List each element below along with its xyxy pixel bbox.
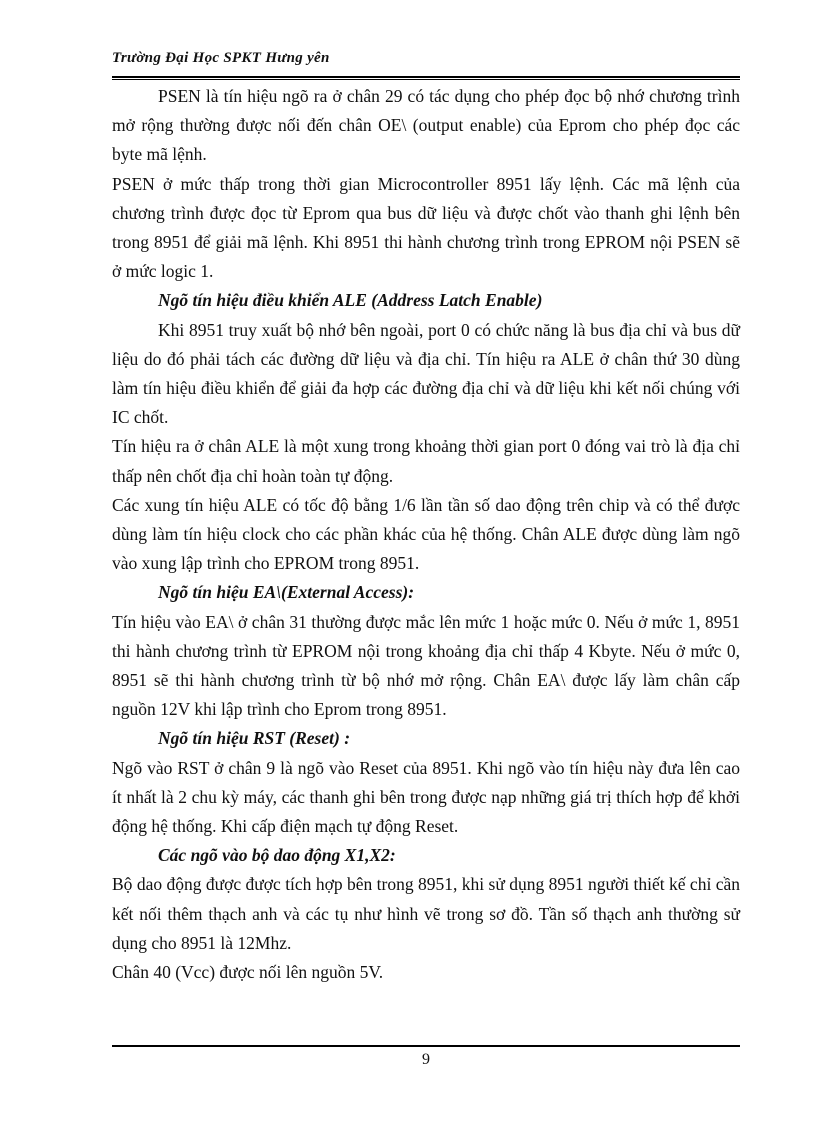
page-body — [112, 82, 740, 987]
paragraph-vcc: Chân 40 (Vcc) được nối lên nguồn 5V. — [112, 962, 384, 983]
running-header: Trường Đại Học SPKT Hưng yên — [112, 50, 330, 66]
paragraph-oscillator: Bộ dao động được được tích hợp bên trong 8951, khi sử dụng 8951 người thiết kế chỉ cần kết nối thêm thạch anh và các tụ như hình vẽ trong sơ đồ. Tần số thạch anh thường sử dụng cho 8951 là 12Mhz. — [112, 874, 740, 953]
paragraph-ea: Tín hiệu vào EA\ ở chân 31 thường được mắc lên mức 1 hoặc mức 0. Nếu ở mức 1, 8951 thi hành chương trình từ EPROM nội trong khoảng địa chỉ thấp 4 Kbyte. Nếu ở mức 0, 8951 sẽ thi hành chương trình từ bộ nhớ mở rộng. Chân EA\ được lấy làm chân cấp nguồn 12V khi lập trình cho Eprom trong 8951. — [112, 611, 740, 720]
paragraph-psen-low: PSEN ở mức thấp trong thời gian Microcontroller 8951 lấy lệnh. Các mã lệnh của chương trình được đọc từ Eprom qua bus dữ liệu và được chốt vào thanh ghi lệnh bên trong 8951 để giải mã lệnh. Khi 8951 thi hành chương trình trong EPROM nội PSEN sẽ ở mức logic 1. — [112, 173, 740, 282]
paragraph-rst: Ngõ vào RST ở chân 9 là ngõ vào Reset của 8951. Khi ngõ vào tín hiệu này đưa lên cao ít nhất là 2 chu kỳ máy, các thanh ghi bên trong được nạp những giá trị thích hợp để khởi động hệ thống. Khi cấp điện mạch tự động Reset. — [112, 757, 740, 837]
footer-rule — [112, 1045, 740, 1047]
paragraph-ale-1: Khi 8951 truy xuất bộ nhớ bên ngoài, port 0 có chức năng là bus địa chỉ và bus dữ liệu do đó phải tách các đường dữ liệu và địa chỉ. Tín hiệu ra ALE ở chân thứ 30 dùng làm tín hiệu điều khiển để giải đa hợp các đường địa chỉ và dữ liệu khi kết nối chúng với IC chốt. — [112, 319, 740, 428]
page-number: 9 — [422, 1051, 430, 1068]
section-heading-ea: Ngõ tín hiệu EA\(External Access): — [158, 582, 415, 603]
section-heading-oscillator: Các ngõ vào bộ dao động X1,X2: — [158, 845, 396, 866]
paragraph-ale-2: Tín hiệu ra ở chân ALE là một xung trong khoảng thời gian port 0 đóng vai trò là địa chỉ thấp nên chốt địa chỉ hoàn toàn tự động. — [112, 436, 740, 486]
header-rule-thin — [112, 79, 740, 80]
header-rule — [112, 76, 740, 78]
paragraph-ale-3: Các xung tín hiệu ALE có tốc độ bằng 1/6 lần tần số dao động trên chip và có thể được dùng làm tín hiệu clock cho các phần khác của hệ thống. Chân ALE được dùng làm ngõ vào xung lập trình cho EPROM trong 8951. — [112, 494, 740, 574]
paragraph-psen-intro: PSEN là tín hiệu ngõ ra ở chân 29 có tác dụng cho phép đọc bộ nhớ chương trình mở rộng thường được nối đến chân OE\ (output enable) của Eprom cho phép đọc các byte mã lệnh. — [112, 86, 740, 165]
section-heading-ale: Ngõ tín hiệu điều khiển ALE (Address Latch Enable) — [158, 290, 543, 311]
section-heading-rst: Ngõ tín hiệu RST (Reset) : — [158, 728, 351, 749]
